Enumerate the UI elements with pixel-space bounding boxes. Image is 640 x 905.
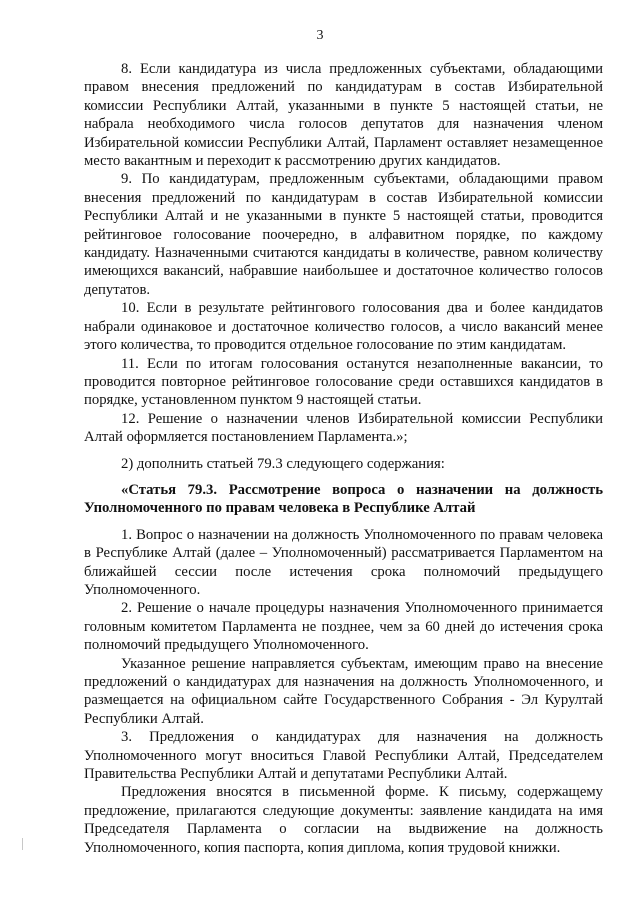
article-heading	[84, 481, 603, 518]
paragraph-item-9: 9. По кандидатурам, предложенным субъектами, обладающими правом внесения предложений по кандидатурам в состав Избирательной комиссии Республики Алтай и не указанными в пункте 5 настоящей статьи, проводится рейтинговое голосование поочередно, в алфавитном порядке, по каждому кандидату. Назначенными считаются кандидаты в количестве, равном количеству имеющихся вакансий, набравшие наибольшее и достаточное количество голосов депутатов.	[84, 171, 603, 298]
article-paragraph-3: 3. Предложения о кандидатурах для назначения на должность Уполномоченного могут вноситься Главой Республики Алтай, Председателем Правительства Республики Алтай и депутатами Республики Алтай.	[84, 729, 603, 783]
article-paragraph-2: 2. Решение о начале процедуры назначения Уполномоченного принимается головным комитетом Парламента не позднее, чем за 60 дней до истечения срока полномочий предыдущего Уполномоченного.	[84, 600, 603, 654]
paragraph-item-10: 10. Если в результате рейтингового голосования два и более кандидатов набрали одинаковое и достаточное количество голосов, а число вакансий менее этого количества, то проводится отдельное голосование по этим кандидатам.	[84, 300, 603, 354]
scan-margin-mark	[22, 838, 23, 850]
paragraph-item-8: 8. Если кандидатура из числа предложенных субъектами, обладающими правом внесения предложений по кандидатурам в состав Избирательной комиссии Республики Алтай, указанными в пункте 5 настоящей статьи, не набрала необходимого числа голосов депутатов для назначения членом Избирательной комиссии Республики Алтай, Парламент оставляет незамещенное место вакантным и переходит к рассмотрению других кандидатов.	[84, 61, 603, 170]
article-heading-text: «Статья 79.3. Рассмотрение вопроса о назначении на должность Уполномоченного по правам человека в Республике Алтай	[84, 481, 603, 517]
page-number: 3	[316, 28, 324, 43]
document-body	[84, 60, 603, 857]
paragraph-item-11: 11. Если по итогам голосования останутся незаполненные вакансии, то проводится повторное рейтинговое голосование среди оставшихся кандидатов в порядке, установленном пунктом 9 настоящей статьи.	[84, 355, 603, 409]
article-paragraph-1: 1. Вопрос о назначении на должность Уполномоченного по правам человека в Республике Алтай (далее – Уполномоченный) рассматривается Парламентом на ближайшей сессии после истечения срока полномочий предыдущего Уполномоченного.	[84, 526, 603, 598]
amendment-intro: 2) дополнить статьей 79.3 следующего содержания:	[121, 455, 445, 472]
article-paragraph-3-continued: Предложения вносятся в письменной форме. К письму, содержащему предложение, прилагаются следующие документы: заявление кандидата на имя Председателя Парламента о согласии на выдвижение на должность Уполномоченного, копия паспорта, копия диплома, копия трудовой книжки.	[84, 784, 603, 856]
paragraph-item-12: 12. Решение о назначении членов Избирательной комиссии Республики Алтай оформляется постановлением Парламента.»;	[84, 410, 603, 446]
article-paragraph-2-continued: Указанное решение направляется субъектам, имеющим право на внесение предложений о кандидатурах для назначения на должность Уполномоченного, и размещается на официальном сайте Государственного Собрания - Эл Курултай Республики Алтай.	[84, 655, 603, 727]
